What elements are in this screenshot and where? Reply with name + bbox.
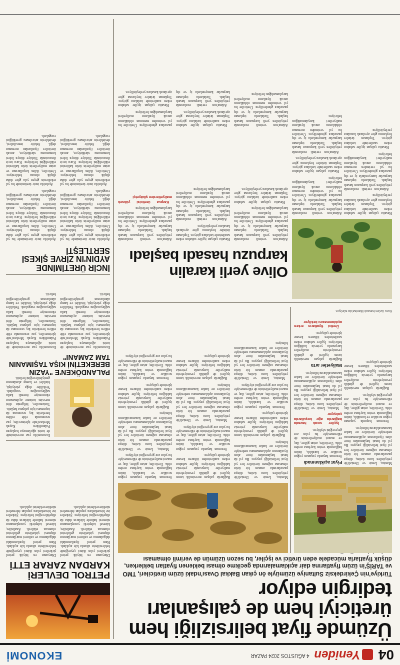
main-body-col-4: [176, 311, 230, 479]
olive-body-2: Hasatta çalışan işçiler sabahın erken saatlerinde tarlalara giriyor. Toplanan ürünler boylarına göre ayrılarak kasalara yerleştiriliyor.: [234, 186, 288, 204]
olive-body-1g: Adana'nın verimli ovalarında yetiştirilen yerli karpuzun hasadı başladı. Tarlalarda toplanan karpuzlar kamyonlarla iç ve dış pazarlara gönderiliyor. Üreticiler bu yıl verimden memnun olduklarını ancak fiyatların maliyetleri karşılamadığını belirtiyor.: [234, 92, 288, 127]
section-title: EKONOMİ: [6, 649, 63, 661]
olive-body-2c: Hasatta çalışan işçiler sabahın erken saatlerinde tarlalara giriyor. Toplanan ürünler boylarına göre ayrılarak kasalara yerleştiriliyor.: [344, 193, 392, 215]
petrol-body: Dünyanın en büyük petrol şirketleri yılın ikinci çeyreğinde beklentilerin altında kâr açıkladı. Ham petrol fiyatlarındaki dalgalanma ve rafineri marjlarının düşmesi şirketlerin gelirlerini olumsuz etkiledi. Analistler, küresel talepteki yavaşlamanın sürmesi halinde kârların daha da düşebileceğini belirtiyor. Şirketler ise hissedarlara yapılan ödemeleri sürdüreceklerini açıkladı.: [60, 504, 110, 557]
palandoken-body-col-1: [6, 375, 50, 437]
main-body-1d: Manisa, İzmir ve Denizli'de yetiştirilen kuru üzüm, dünya pazarlarında aranan bir ürün olmasına rağmen üreticiler her yıl fiyat belirsizliği yaşıyor. Bu yıl da hasat başlamadan önce alım fiyatlarının açıklanmaması nedeniyle üreticiler ne kadar kazanacaklarını bilmiyor.: [234, 341, 288, 381]
main-body-col-5: [118, 311, 172, 479]
olive-body-col-1: [234, 131, 288, 241]
petrol-headline[interactable]: PETROL DEVLERİ KARDAN ZARAR ETTİ: [9, 559, 110, 580]
olive-body-1b: Adana'nın verimli ovalarında yetiştirilen yerli karpuzun hasadı başladı. Tarlalarda toplanan karpuzlar kamyonlarla iç ve dış pazarlara gönderiliyor. Üreticiler bu yıl verimden memnun olduklarını ancak fiyatların maliyetleri karşılamadığını belirtiyor.: [176, 186, 230, 222]
olive-body-2d: Hasatta çalışan işçiler sabahın erken saatlerinde tarlalara giriyor. Toplanan ürünler boylarına göre ayrılarak kasalara yerleştiriliyor.: [344, 127, 392, 150]
main-body-1c: Manisa, İzmir ve Denizli'de yetiştirilen kuru üzüm, dünya pazarlarında aranan bir ürün olmasına rağmen üreticiler her yıl fiyat belirsizliği yaşıyor. Bu yıl da hasat başlamadan önce alım fiyatlarının açıklanmaması nedeniyle üreticiler ne kadar kazanacaklarını bilmiyor.: [234, 439, 288, 479]
right-column-rule: [113, 19, 114, 639]
olive-body-1: Adana'nın verimli ovalarında yetiştirilen yerli karpuzun hasadı başladı. Tarlalarda toplanan karpuzlar kamyonlarla iç ve dış pazarlara gönderiliyor. Üreticiler bu yıl verimden memnun olduklarını ancak fiyatların maliyetleri karşılamadığını belirtiyor.: [234, 206, 288, 241]
main-body-1f: Manisa, İzmir ve Denizli'de yetiştirilen kuru üzüm, dünya pazarlarında aranan bir ürün olmasına rağmen üreticiler her yıl fiyat belirsizliği yaşıyor. Bu yıl da hasat başlamadan önce alım fiyatlarının açıklanmaması nedeniyle üreticiler ne kadar kazanacaklarını bilmiyor.: [118, 411, 172, 451]
olive-body-2b: Hasatta çalışan işçiler sabahın erken saatlerinde tarlalara giriyor. Toplanan ürünler boylarına göre ayrılarak kasalara yerleştiriliyor.: [176, 223, 230, 241]
olive-body-1f: Adana'nın verimli ovalarında yetiştirilen yerli karpuzun hasadı başladı. Tarlalarda toplanan karpuzlar kamyonlarla iç ve dış pazarlara gönderiliyor. Üreticiler bu yıl verimden memnun olduklarını ancak fiyatların maliyetleri karşılamadığını belirtiyor.: [292, 114, 342, 154]
main-body-2d: Sezonun başında yaşanan yoğun sıcaklar ve kuraklık, üzüm bağlarında verim kaybına neden oldu. Üreticiler, artan gübre, ilaç ve mazot maliyetlerinin de eklenmesiyle bu yılın zor geçeceğini söylüyor.: [176, 424, 230, 451]
petrol-divider: [6, 440, 110, 441]
olive-body-1e: Adana'nın verimli ovalarında yetiştirilen yerli karpuzun hasadı başladı. Tarlalarda toplanan karpuzlar kamyonlarla iç ve dış pazarlara gönderiliyor. Üreticiler bu yıl verimden memnun olduklarını ancak fiyatların maliyetleri karşılamadığını belirtiyor.: [292, 175, 342, 215]
palandoken-body-col-3: [6, 279, 56, 349]
main-body-3e: Bağlarda çalışan mevsimlik tarım işçileri de günlük yevmiyelerin maliyetler karşısında yetersiz kaldığını belirtiyor. İşçiler sabahın erken saatlerinden itibaren kesme işlerinde çalışıyor.: [176, 354, 230, 381]
watermelon-photo: [292, 219, 392, 299]
main-pull-quote-2: Üretici fiyatların erken açıklanmasını bekliyor: [294, 320, 342, 329]
logo-name: Yeniden: [314, 648, 361, 662]
main-body-3f: Bağlarda çalışan mevsimlik tarım işçileri de günlük yevmiyelerin maliyetler karşısında yetersiz kaldığını belirtiyor. İşçiler sabahın erken saatlerinden itibaren kesme işlerinde çalışıyor.: [118, 382, 172, 409]
main-body-col-3: [234, 311, 288, 479]
olive-pull-quote: Karpuz üreticisi yüksek maliyetlerden şikâyetçi: [118, 195, 172, 204]
olive-body-col-3: [118, 131, 172, 241]
main-deck: Türkiye'nin Çekirdeksiz Sultaniye üzümüyle ön çıkan Bakkal Ovası'ndaki üzüm üreticileri, TMO ve TARİŞ'in üzüm fiyatlarına dair açıklamalarında gecikme olması beklenen fiyatları beklerken, düşük fiyatlarla mücadele eden üretici ve işçiler, bu sezon üzümün de verimli olmaması: [122, 555, 392, 576]
main-body-col-2: [294, 315, 342, 465]
palandoken-body-col-2: [60, 279, 110, 349]
vineyard-photo: [294, 467, 392, 553]
main-subhead-1: Fiyat açıklanmadı: [303, 460, 342, 465]
petrol-body-col-2: [6, 445, 56, 557]
incir-divider: [6, 274, 110, 275]
olive-body-1c: Adana'nın verimli ovalarında yetiştirilen yerli karpuzun hasadı başladı. Tarlalarda toplanan karpuzlar kamyonlarla iç ve dış pazarlara gönderiliyor. Üreticiler bu yıl verimden memnun olduklarını ancak fiyatların maliyetleri karşılamadığını belirtiyor.: [118, 206, 172, 241]
page-footer: [0, 0, 400, 15]
column-rule: [290, 307, 291, 553]
main-body-2c: Sezonun başında yaşanan yoğun sıcaklar ve kuraklık, üzüm bağlarında verim kaybına neden oldu. Üreticiler, artan gübre, ilaç ve mazot maliyetlerinin de eklenmesiyle bu yılın zor geçeceğini söylüyor.: [234, 382, 288, 409]
olive-body-col-2: [176, 131, 230, 241]
newspaper-logo[interactable]: [314, 648, 373, 662]
incir-body: Aydın'da incir üretiminde bu yıl rekoltenin geçen yıla göre daha düşük olması bekleniyor. Üreticiler, iklim koşullarının ve artan maliyetlerin ürün kalitesini etkilediğini belirtiyor. Kuru incir ihracatında Türkiye dünya lideri konumunu sürdürüyor, ancak üreticiler fiyatlardan memnun değil. Sektör temsilcileri, desteklerin artırılması gerektiğini vurguladı.: [60, 188, 110, 241]
masthead-left: [251, 647, 394, 663]
main-body-2b: Sezonun başında yaşanan yoğun sıcaklar ve kuraklık, üzüm bağlarında verim kaybına neden oldu. Üreticiler, artan gübre, ilaç ve mazot maliyetlerinin de eklenmesiyle bu yılın zor geçeceğini söylüyor.: [294, 427, 342, 458]
incir-body-d: Aydın'da incir üretiminde bu yıl rekoltenin geçen yıla göre daha düşük olması bekleniyor. Üreticiler, iklim koşullarının ve artan maliyetlerin ürün kalitesini etkilediğini belirtiyor. Kuru incir ihracatında Türkiye dünya lideri konumunu sürdürüyor, ancak üreticiler fiyatlardan memnun değil. Sektör temsilcileri, desteklerin artırılması gerektiğini vurguladı.: [6, 133, 56, 187]
olive-body-col-5: [292, 25, 342, 215]
palandoken-body: Erzurum'da yaz mevsiminde de turist ağırlamaya başlayan Palandöken Kayak Merkezi'nde işletmeciler, yaz sezonunda elde edilen bereketin kış sezonuna da taşınması için çalışma başlattı. Turizmciler, bölgenin dört mevsim turizme açılmasının ekonomiye önemli katkı sağlayacağını vurguladı. Yetkililer doğa yürüyüşü, bisiklet ve kamp alanlarının genişletileceğini belirtti.: [6, 375, 50, 437]
olive-body-col-4: [344, 25, 392, 215]
oil-pump-photo: [6, 583, 110, 639]
olive-body-2h: Hasatta çalışan işçiler sabahın erken saatlerinde tarlalara giriyor. Toplanan ürünler boylarına göre ayrılarak kasalara yerleştiriliyor.: [118, 90, 172, 108]
incir-body-c: Aydın'da incir üretiminde bu yıl rekoltenin geçen yıla göre daha düşük olması bekleniyor. Üreticiler, iklim koşullarının ve artan maliyetlerin ürün kalitesini etkilediğini belirtiyor. Kuru incir ihracatında Türkiye dünya lideri konumunu sürdürüyor, ancak üreticiler fiyatlardan memnun değil. Sektör temsilcileri, desteklerin artırılması gerektiğini vurguladı.: [6, 188, 56, 241]
main-headline[interactable]: Üzümde fiyat belirsizliği hem üreticiyi hem de çalışanları tedirgin ediyor: [129, 578, 392, 640]
main-body-2: Sezonun başında yaşanan yoğun sıcaklar ve kuraklık, üzüm bağlarında verim kaybına neden oldu. Üreticiler, artan gübre, ilaç ve mazot maliyetlerinin de eklenmesiyle bu yılın zor geçeceğini söylüyor.: [343, 392, 392, 424]
main-body-1: Manisa, İzmir ve Denizli'de yetiştirilen kuru üzüm, dünya pazarlarında aranan bir ürün olmasına rağmen üreticiler her yıl fiyat belirsizliği yaşıyor. Bu yıl da hasat başlamadan önce alım fiyatlarının açıklanmaması nedeniyle üreticiler ne kadar kazanacaklarını bilmiyor.: [344, 425, 392, 465]
page-number: 04: [378, 647, 394, 663]
petrol-body-col-1: [60, 445, 110, 557]
main-body-2e: Sezonun başında yaşanan yoğun sıcaklar ve kuraklık, üzüm bağlarında verim kaybına neden oldu. Üreticiler, artan gübre, ilaç ve mazot maliyetlerinin de eklenmesiyle bu yılın zor geçeceğini söylüyor.: [118, 452, 172, 479]
main-body-1e: Manisa, İzmir ve Denizli'de yetiştirilen kuru üzüm, dünya pazarlarında aranan bir ürün olmasına rağmen üreticiler her yıl fiyat belirsizliği yaşıyor. Bu yıl da hasat başlamadan önce alım fiyatlarının açıklanmaması nedeniyle üreticiler ne kadar kazanacaklarını bilmiyor.: [176, 382, 230, 423]
olive-body-1d: Adana'nın verimli ovalarında yetiştirilen yerli karpuzun hasadı başladı. Tarlalarda toplanan karpuzlar kamyonlarla iç ve dış pazarlara gönderiliyor. Üreticiler bu yıl verimden memnun olduklarını ancak fiyatların maliyetleri karşılamadığını belirtiyor.: [344, 151, 392, 191]
olive-headline[interactable]: Olive yerli karalin karpuzu hasadı başladı: [129, 247, 288, 280]
olive-body-col-6: [118, 21, 288, 127]
main-body-3b: Bağlarda çalışan mevsimlik tarım işçileri de günlük yevmiyelerin maliyetler karşısında yetersiz kaldığını belirtiyor. İşçiler sabahın erken saatlerinden itibaren kesme işlerinde çalışıyor.: [294, 330, 342, 362]
olive-body-1h: Adana'nın verimli ovalarında yetiştirilen yerli karpuzun hasadı başladı. Tarlalarda toplanan karpuzlar kamyonlarla iç ve dış pazarlara gönderiliyor. Üreticiler bu yıl verimden memnun olduklarını ancak fiyatların maliyetleri karşılamadığını belirtiyor.: [118, 90, 230, 127]
main-body-2f: Sezonun başında yaşanan yoğun sıcaklar ve kuraklık, üzüm bağlarında verim kaybına neden oldu. Üreticiler, artan gübre, ilaç ve mazot maliyetlerinin de eklenmesiyle bu yılın zor geçeceğini söylüyor.: [118, 354, 172, 381]
masthead: [0, 643, 400, 665]
lower-divider: [118, 302, 392, 303]
grape-drying-photo: [118, 483, 288, 553]
incir-body-col-2: [6, 21, 56, 241]
palandoken-body-c: Erzurum'da yaz mevsiminde de turist ağırlamaya başlayan Palandöken Kayak Merkezi'nde işletmeciler, yaz sezonunda elde edilen bereketin kış sezonuna da taşınması için çalışma başlattı. Turizmciler, bölgenin dört mevsim turizme açılmasının ekonomiye önemli katkı sağlayacağını vurguladı. Yetkililer doğa yürüyüşü, bisiklet ve kamp alanlarının genişletileceğini belirtti.: [6, 292, 56, 349]
incir-headline[interactable]: İNCİR ÜRETİMİNDE AYDIN'IN ZİRVE ŞİKESİ SERTLEŞTİ: [21, 245, 110, 272]
issue-date: 4 AĞUSTOS 2024 PAZAR: [250, 652, 310, 658]
logo-mark-icon: [362, 650, 373, 661]
petrol-body-b: Dünyanın en büyük petrol şirketleri yılın ikinci çeyreğinde beklentilerin altında kâr açıkladı. Ham petrol fiyatlarındaki dalgalanma ve rafineri marjlarının düşmesi şirketlerin gelirlerini olumsuz etkiledi. Analistler, küresel talepteki yavaşlamanın sürmesi halinde kârların daha da düşebileceğini belirtiyor. Şirketler ise hissedarlara yapılan ödemeleri sürdüreceklerini açıkladı.: [6, 504, 56, 557]
main-body-3d: Bağlarda çalışan mevsimlik tarım işçileri de günlük yevmiyelerin maliyetler karşısında yetersiz kaldığını belirtiyor. İşçiler sabahın erken saatlerinden itibaren kesme işlerinde çalışıyor.: [176, 452, 230, 479]
main-photo-caption: Kuru üzüm hasadı Manisa'da sürüyor.: [335, 309, 392, 313]
palandoken-photo: [54, 379, 110, 437]
main-pull-quote-1: İşçiler sıcak havada bağlarda ağır koşullarda çalışıyor: [294, 412, 342, 426]
main-body-3: Bağlarda çalışan mevsimlik tarım işçileri de günlük yevmiyelerin maliyetler karşısında yetersiz kaldığını belirtiyor. İşçiler sabahın erken saatlerinden itibaren kesme işlerinde çalışıyor.: [344, 360, 392, 391]
olive-body-2e: Hasatta çalışan işçiler sabahın erken saatlerinde tarlalara giriyor. Toplanan ürünler boylarına göre ayrılarak kasalara yerleştiriliyor.: [292, 156, 342, 174]
main-body-1b: Manisa, İzmir ve Denizli'de yetiştirilen kuru üzüm, dünya pazarlarında aranan bir ürün olmasına rağmen üreticiler her yıl fiyat belirsizliği yaşıyor. Bu yıl da hasat başlamadan önce alım fiyatlarının açıklanmaması nedeniyle üreticiler ne kadar kazanacaklarını bilmiyor.: [294, 370, 342, 410]
main-subhead-2: Maliyetler arttı: [310, 363, 342, 369]
main-body-col-1: [344, 315, 392, 465]
palandoken-body-b: Erzurum'da yaz mevsiminde de turist ağırlamaya başlayan Palandöken Kayak Merkezi'nde işletmeciler, yaz sezonunda elde edilen bereketin kış sezonuna da taşınması için çalışma başlattı. Turizmciler, bölgenin dört mevsim turizme açılmasının ekonomiye önemli katkı sağlayacağını vurguladı. Yetkililer doğa yürüyüşü, bisiklet ve kamp alanlarının genişletileceğini belirtti.: [60, 292, 110, 349]
incir-body-col-1: [60, 21, 110, 241]
palandoken-headline[interactable]: PALANDÖKEN'E "YAZIN BEREKETİNİ KIŞA TAŞIMANIN TAM ZAMANI": [8, 352, 110, 375]
main-body-3c: Bağlarda çalışan mevsimlik tarım işçileri de günlük yevmiyelerin maliyetler karşısında yetersiz kaldığını belirtiyor. İşçiler sabahın erken saatlerinden itibaren kesme işlerinde çalışıyor.: [234, 411, 288, 438]
olive-body-2g: Hasatta çalışan işçiler sabahın erken saatlerinde tarlalara giriyor. Toplanan ürünler boylarına göre ayrılarak kasalara yerleştiriliyor.: [176, 109, 230, 127]
main-story-header: [122, 546, 392, 639]
incir-body-b: Aydın'da incir üretiminde bu yıl rekoltenin geçen yıla göre daha düşük olması bekleniyor. Üreticiler, iklim koşullarının ve artan maliyetlerin ürün kalitesini etkilediğini belirtiyor. Kuru incir ihracatında Türkiye dünya lideri konumunu sürdürüyor, ancak üreticiler fiyatlardan memnun değil. Sektör temsilcileri, desteklerin artırılması gerektiğini vurguladı.: [60, 133, 110, 187]
